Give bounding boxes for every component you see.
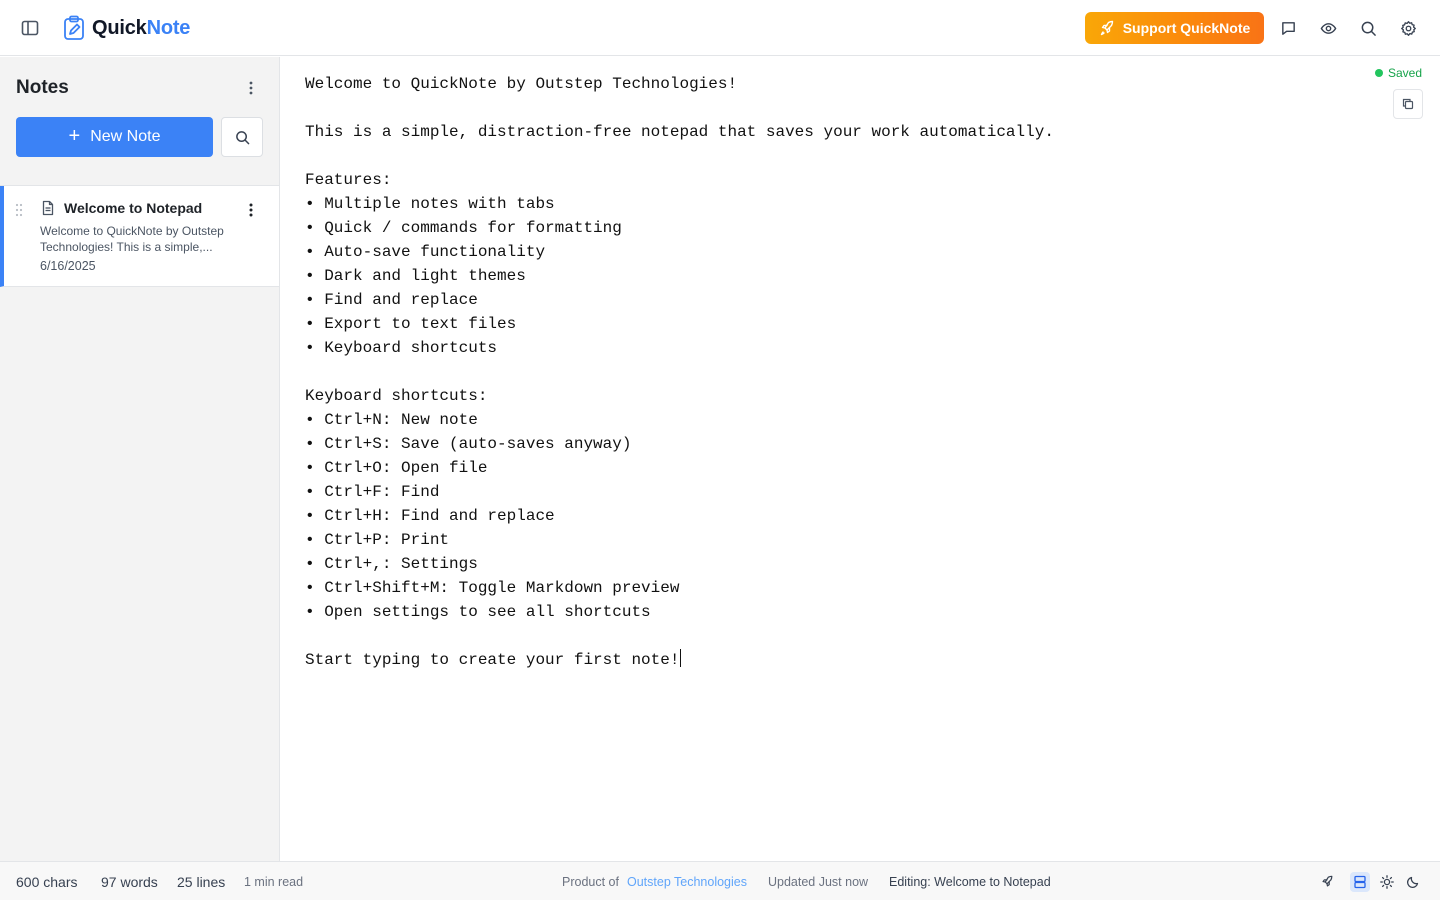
search-icon[interactable]: [1354, 14, 1382, 42]
rocket-icon[interactable]: [1317, 872, 1337, 892]
note-more-icon[interactable]: [242, 200, 260, 220]
read-time: 1 min read: [244, 875, 304, 889]
logo-text-quick: Quick: [92, 16, 147, 39]
word-count: 97 words: [101, 874, 158, 890]
save-status: [1375, 66, 1422, 80]
support-button[interactable]: [1085, 12, 1264, 44]
message-icon[interactable]: [1274, 14, 1302, 42]
moon-icon[interactable]: [1403, 872, 1423, 892]
search-icon: [235, 130, 250, 145]
status-bar: [0, 861, 1440, 900]
note-preview: Welcome to QuickNote by Outstep Technologies! This is a simple,...: [40, 224, 224, 254]
app-logo: [62, 14, 190, 42]
updated-status: Updated Just now: [768, 875, 869, 889]
logo-text-note: Note: [146, 16, 191, 39]
new-note-label: New Note: [90, 128, 161, 145]
layout-toggle-icon[interactable]: [1350, 872, 1370, 892]
line-count: 25 lines: [177, 874, 226, 890]
note-editor[interactable]: [305, 72, 1054, 672]
plus-icon: +: [68, 125, 81, 147]
eye-icon[interactable]: [1314, 14, 1342, 42]
editing-status: Editing: Welcome to Notepad: [889, 875, 1051, 889]
support-label: Support QuickNote: [1122, 20, 1251, 36]
drag-handle-icon[interactable]: [14, 203, 24, 217]
note-date: 6/16/2025: [40, 259, 96, 273]
editor-pane[interactable]: [281, 57, 1440, 861]
copy-button[interactable]: [1393, 89, 1423, 119]
sidebar-title: Notes: [16, 77, 69, 98]
gear-icon[interactable]: [1394, 14, 1422, 42]
sun-icon[interactable]: [1377, 872, 1397, 892]
char-count: 600 chars: [16, 874, 78, 890]
status-dot: [1375, 69, 1383, 77]
sidebar-more-icon[interactable]: [240, 77, 262, 99]
search-notes-button[interactable]: [221, 117, 263, 157]
document-icon: [40, 200, 56, 216]
sidebar-toggle-icon[interactable]: [16, 14, 44, 42]
company-link[interactable]: Outstep Technologies: [627, 875, 747, 889]
text-caret: [680, 649, 681, 667]
new-note-button[interactable]: [16, 117, 213, 157]
note-list-item[interactable]: [0, 186, 279, 287]
product-of-label: Product of: [562, 875, 619, 889]
editor-content[interactable]: Welcome to QuickNote by Outstep Technologies! This is a simple, distraction-free notepad that saves your work automatically. Features: • Multiple notes with tabs • Quick / commands for formatting • Auto-save functionality • Dark and light themes • Find and replace • Export to text files • Keyboard shortcuts Keyboard shortcuts: • Ctrl+N: New note • Ctrl+S: Save (auto-saves anyway) • Ctrl+O: Open file • Ctrl+F: Find • Ctrl+H: Find and replace • Ctrl+P: Print • Ctrl+,: Settings • Ctrl+Shift+M: Toggle Markdown preview • Open settings to see all shortcuts Start typing to create your first note!: [305, 75, 1054, 669]
copy-icon: [1402, 98, 1414, 110]
logo-clipboard-icon: [62, 15, 86, 41]
app-header: [0, 0, 1440, 56]
notes-sidebar: [0, 57, 280, 861]
save-status-label: Saved: [1388, 66, 1423, 80]
note-title: Welcome to Notepad: [64, 200, 203, 216]
rocket-icon: [1099, 20, 1115, 36]
